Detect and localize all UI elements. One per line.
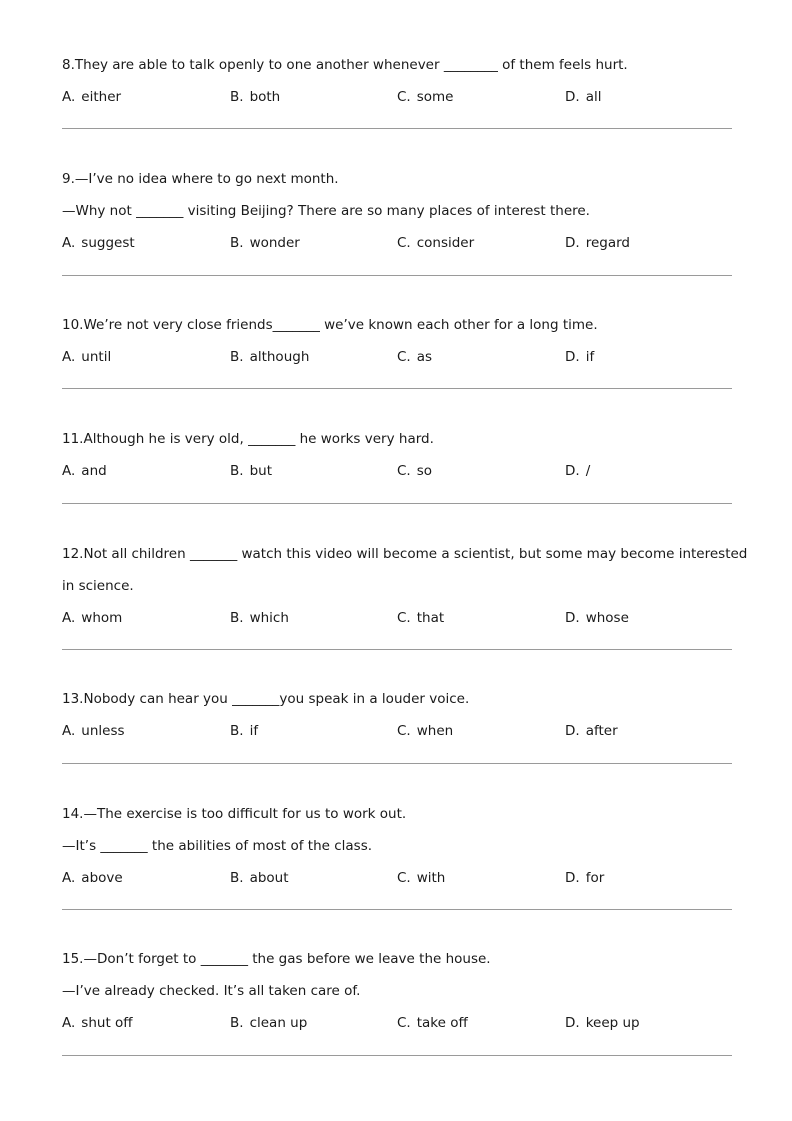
option-b[interactable]: B. which — [230, 610, 289, 626]
option-b[interactable]: B. about — [230, 870, 289, 886]
option-c[interactable]: C. as — [397, 349, 433, 365]
divider — [62, 649, 732, 650]
question-text-line: We’re not very close friends_______ we’ve known each other for a long time. — [83, 317, 598, 333]
question-10 — [62, 309, 732, 373]
option-c[interactable]: C. take off — [397, 1015, 468, 1031]
question-number: 14. — [62, 806, 84, 822]
question-number: 12. — [62, 546, 84, 562]
option-a[interactable]: A. unless — [62, 723, 125, 739]
option-b[interactable]: B. wonder — [230, 235, 300, 251]
question-stem — [62, 943, 732, 975]
option-c[interactable]: C. that — [397, 610, 445, 626]
question-text-line: —Don’t forget to _______ the gas before we leave the house. — [83, 951, 491, 967]
option-row — [62, 1007, 732, 1039]
question-text-line: They are able to talk openly to one another whenever ________ of them feels hurt. — [74, 57, 628, 73]
divider — [62, 128, 732, 129]
divider — [62, 763, 732, 764]
question-stem — [62, 309, 732, 341]
option-c[interactable]: C. with — [397, 870, 446, 886]
option-b[interactable]: B. clean up — [230, 1015, 308, 1031]
question-text-line: —I’ve no idea where to go next month. — [74, 171, 339, 187]
option-d[interactable]: D. keep up — [565, 1015, 640, 1031]
option-a[interactable]: A. above — [62, 870, 123, 886]
question-stem — [62, 538, 748, 570]
option-c[interactable]: C. some — [397, 89, 454, 105]
question-stem — [62, 798, 732, 830]
divider — [62, 388, 732, 389]
question-text-line: Nobody can hear you _______you speak in a louder voice. — [83, 691, 470, 707]
option-a[interactable]: A. suggest — [62, 235, 135, 251]
question-text-line: —I’ve already checked. It’s all taken care of. — [62, 983, 361, 999]
question-number: 10. — [62, 317, 84, 333]
question-number: 13. — [62, 691, 84, 707]
option-c[interactable]: C. so — [397, 463, 433, 479]
option-row — [62, 81, 732, 113]
option-b[interactable]: B. both — [230, 89, 281, 105]
option-c[interactable]: C. consider — [397, 235, 475, 251]
option-row — [62, 862, 732, 894]
question-stem — [62, 423, 732, 455]
question-8 — [62, 49, 732, 113]
option-d[interactable]: D. all — [565, 89, 602, 105]
option-b[interactable]: B. although — [230, 349, 310, 365]
option-a[interactable]: A. either — [62, 89, 122, 105]
question-stem — [62, 49, 732, 81]
option-a[interactable]: A. until — [62, 349, 112, 365]
option-row — [62, 341, 732, 373]
option-row — [62, 602, 732, 634]
option-row — [62, 715, 732, 747]
question-stem — [62, 163, 732, 195]
option-row — [62, 455, 732, 487]
option-d[interactable]: D. regard — [565, 235, 630, 251]
question-number: 11. — [62, 431, 84, 447]
question-number: 9. — [62, 171, 75, 187]
option-c[interactable]: C. when — [397, 723, 454, 739]
question-12 — [62, 538, 748, 634]
option-d[interactable]: D. for — [565, 870, 605, 886]
divider — [62, 909, 732, 910]
option-row — [62, 227, 732, 259]
option-d[interactable]: D. / — [565, 463, 591, 479]
option-d[interactable]: D. if — [565, 349, 595, 365]
option-a[interactable]: A. whom — [62, 610, 123, 626]
question-15 — [62, 943, 732, 1039]
option-d[interactable]: D. whose — [565, 610, 629, 626]
question-text-line: —The exercise is too difficult for us to work out. — [83, 806, 407, 822]
question-number: 8. — [62, 57, 75, 73]
question-text-line: Although he is very old, _______ he works very hard. — [83, 431, 434, 447]
option-a[interactable]: A. shut off — [62, 1015, 133, 1031]
question-text-line: Not all children _______ watch this video will become a scientist, but some may become interested — [83, 546, 748, 562]
question-stem — [62, 683, 732, 715]
option-a[interactable]: A. and — [62, 463, 107, 479]
question-9 — [62, 163, 732, 259]
question-text-line: —Why not _______ visiting Beijing? There are so many places of interest there. — [62, 203, 590, 219]
question-11 — [62, 423, 732, 487]
question-13 — [62, 683, 732, 747]
option-b[interactable]: B. if — [230, 723, 259, 739]
question-text-line: —It’s _______ the abilities of most of the class. — [62, 838, 373, 854]
question-number: 15. — [62, 951, 84, 967]
question-14 — [62, 798, 732, 894]
divider — [62, 1055, 732, 1056]
option-d[interactable]: D. after — [565, 723, 618, 739]
option-b[interactable]: B. but — [230, 463, 272, 479]
question-text-line: in science. — [62, 578, 134, 594]
divider — [62, 503, 732, 504]
divider — [62, 275, 732, 276]
